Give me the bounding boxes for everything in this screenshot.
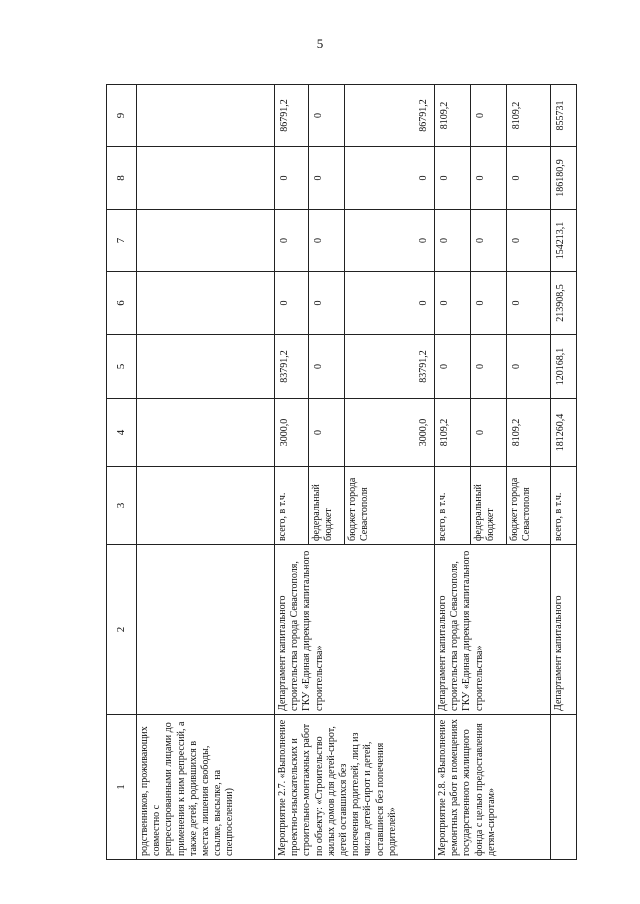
value-cell: 8109,2 (507, 399, 551, 467)
value-cell: 0 (309, 335, 345, 399)
col-header: 4 (107, 399, 137, 467)
value-cell: 0 (435, 147, 471, 210)
rotated-table-wrapper (106, 85, 577, 860)
funding-source: бюджет города Севастополя (507, 467, 551, 545)
value-cell: 0 (471, 272, 507, 335)
value-cell: 0 (435, 210, 471, 272)
budget-table (106, 84, 577, 860)
empty-cell (137, 272, 275, 335)
value-cell: 0 (471, 210, 507, 272)
funding-source: всего, в т.ч. (275, 467, 309, 545)
value-cell: 3000,0 (275, 399, 309, 467)
table-row (551, 85, 577, 860)
empty-cell (137, 399, 275, 467)
value-cell: 0 (435, 335, 471, 399)
value-cell: 0 (309, 85, 345, 147)
col-header: 3 (107, 467, 137, 545)
value-cell: 0 (345, 210, 435, 272)
value-cell: 0 (309, 272, 345, 335)
value-cell: 181260,4 (551, 399, 577, 467)
value-cell: 154213,1 (551, 210, 577, 272)
col-header: 8 (107, 147, 137, 210)
value-cell: 8109,2 (435, 399, 471, 467)
empty-cell (137, 467, 275, 545)
value-cell: 3000,0 (345, 399, 435, 467)
measure-name: Мероприятие 2.8. «Выполнение ремонтных работ в помещениях государственного жилищного фонда с целью предоставления детям-сиротам» (435, 715, 551, 860)
value-cell: 0 (309, 147, 345, 210)
funding-source: всего, в т.ч. (435, 467, 471, 545)
value-cell: 83791,2 (345, 335, 435, 399)
value-cell: 83791,2 (275, 335, 309, 399)
col-header: 7 (107, 210, 137, 272)
funding-source: бюджет города Севастополя (345, 467, 435, 545)
empty-cell (551, 715, 577, 860)
value-cell: 213908,5 (551, 272, 577, 335)
header-row (107, 85, 137, 860)
value-cell: 0 (345, 272, 435, 335)
value-cell: 86791,2 (345, 85, 435, 147)
measure-name: Мероприятие 2.7. «Выполнение проектно-изыскательских и строительно-монтажных работ по объекту: «Строительство жилых домов для детей-сирот, детей оставшихся без попечения родителей, лиц из числа детей-сирот и детей, оставшиеся без попечения родителей» (275, 715, 435, 860)
executor: Департамент капитального (551, 545, 577, 715)
empty-cell (137, 85, 275, 147)
value-cell: 0 (275, 272, 309, 335)
value-cell: 0 (309, 210, 345, 272)
empty-cell (137, 335, 275, 399)
col-header: 9 (107, 85, 137, 147)
value-cell: 0 (471, 335, 507, 399)
value-cell: 0 (507, 335, 551, 399)
executor: Департамент капитального строительства города Севастополя, ГКУ «Единая дирекция капитального строительства» (275, 545, 435, 715)
col-header: 1 (107, 715, 137, 860)
value-cell: 120168,1 (551, 335, 577, 399)
value-cell: 0 (507, 272, 551, 335)
value-cell: 0 (507, 147, 551, 210)
table-row (275, 85, 309, 860)
funding-source: федеральный бюджет (471, 467, 507, 545)
value-cell: 186180,9 (551, 147, 577, 210)
funding-source: федеральный бюджет (309, 467, 345, 545)
page-number: 5 (316, 36, 324, 51)
value-cell: 0 (471, 399, 507, 467)
empty-cell (137, 210, 275, 272)
empty-cell (137, 545, 275, 715)
col-header: 2 (107, 545, 137, 715)
value-cell: 8109,2 (435, 85, 471, 147)
col-header: 5 (107, 335, 137, 399)
table-row (435, 85, 471, 860)
funding-source: всего, в т.ч. (551, 467, 577, 545)
value-cell: 0 (471, 147, 507, 210)
value-cell: 0 (507, 210, 551, 272)
continued-cell: родственников, проживающих совместно с репрессированными лицами до применения к ним репрессий, а также детей, родившихся в местах лишения свободы, ссылке, высылке, на спецпоселении) (137, 715, 275, 860)
value-cell: 0 (345, 147, 435, 210)
value-cell: 0 (309, 399, 345, 467)
table-row (137, 85, 275, 860)
empty-cell (137, 147, 275, 210)
executor: Департамент капитального строительства города Севастополя, ГКУ «Единая дирекция капитального строительства» (435, 545, 551, 715)
value-cell: 86791,2 (275, 85, 309, 147)
value-cell: 0 (435, 272, 471, 335)
col-header: 6 (107, 272, 137, 335)
value-cell: 0 (471, 85, 507, 147)
value-cell: 0 (275, 210, 309, 272)
value-cell: 855731 (551, 85, 577, 147)
value-cell: 0 (275, 147, 309, 210)
value-cell: 8109,2 (507, 85, 551, 147)
